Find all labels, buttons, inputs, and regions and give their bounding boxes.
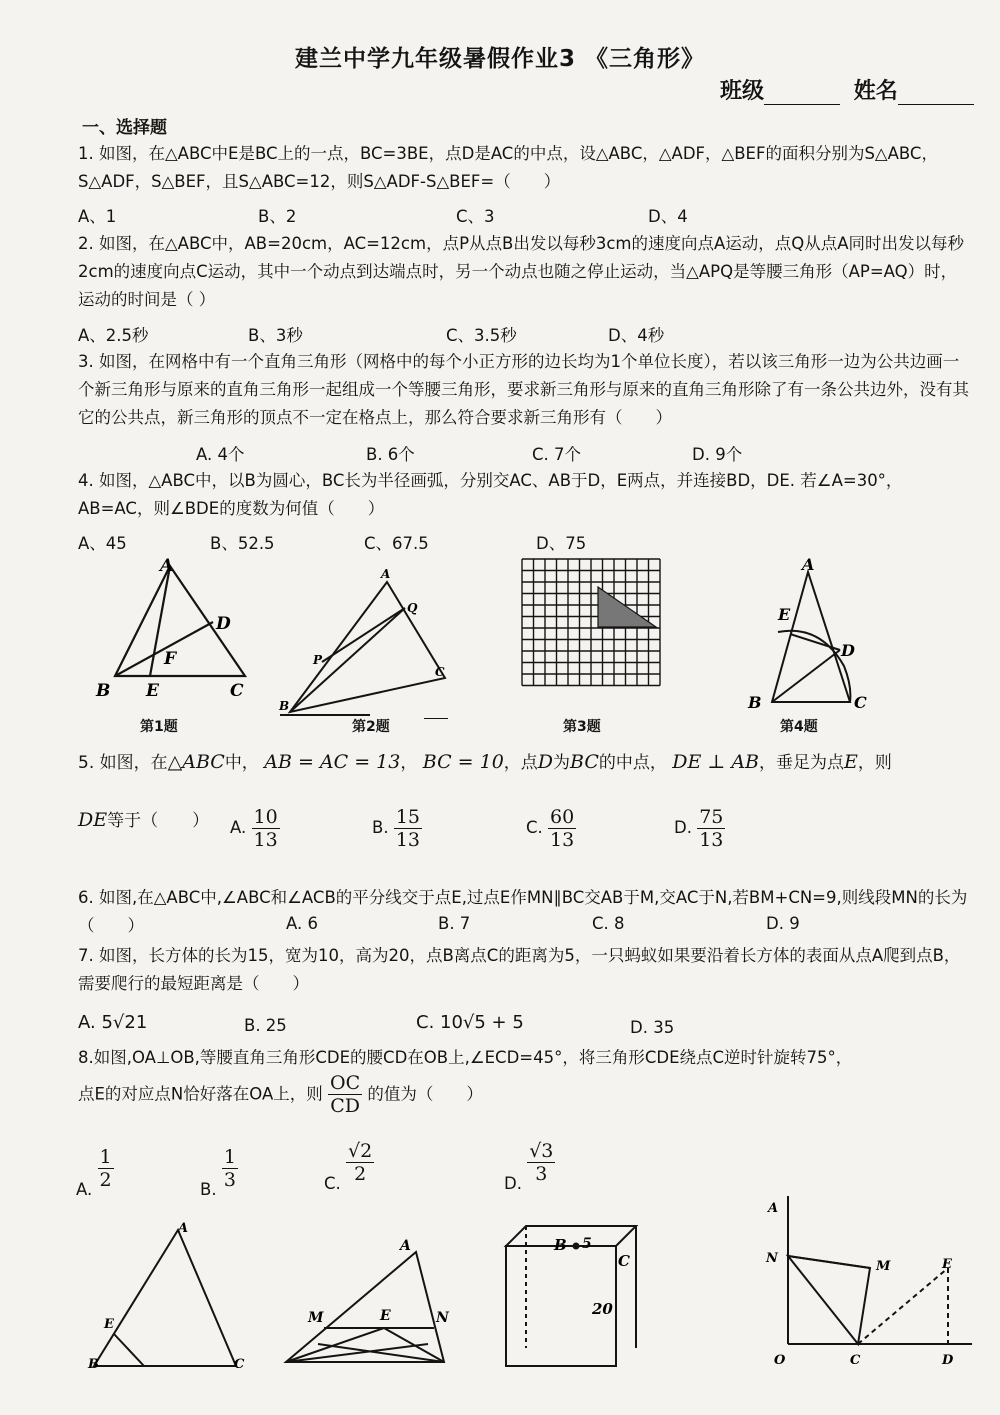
q5-point-d: D xyxy=(537,751,554,773)
fig4-caption: 第4题 xyxy=(780,719,818,735)
q7-option-d[interactable]: D. 35 xyxy=(630,1018,675,1037)
fig2-dash xyxy=(424,718,448,719)
figure-7 xyxy=(496,1220,646,1368)
q8-option-c-frac: $\frac{√2}{2}$ xyxy=(348,1140,373,1185)
q3-option-b[interactable]: B. 6个 xyxy=(366,445,415,464)
name-blank[interactable] xyxy=(898,82,974,105)
fig4-label-e: E xyxy=(778,605,791,624)
figure-6 xyxy=(278,1236,458,1368)
fig5-label-a: A xyxy=(178,1221,189,1236)
q5-text-mid3: 为 xyxy=(553,753,571,773)
section-title: 一、选择题 xyxy=(82,118,167,138)
q5-text-end: 等于（ ） xyxy=(107,811,210,831)
q5-option-b[interactable] xyxy=(372,806,422,851)
q6-option-d[interactable]: D. 9 xyxy=(766,914,800,933)
q3-option-d[interactable]: D. 9个 xyxy=(692,445,743,464)
fig1-label-d: D xyxy=(216,614,231,634)
q7-option-c[interactable]: C. 10√5 + 5 xyxy=(416,1012,524,1033)
q1-option-c[interactable]: C、3 xyxy=(456,207,495,226)
fig7-label-b: B xyxy=(554,1236,567,1254)
fig8-label-a: A xyxy=(768,1201,779,1216)
fig2-label-c: C xyxy=(435,665,445,679)
q5-text-mid1: 中， xyxy=(224,753,259,773)
fig4-label-a: A xyxy=(802,556,815,574)
q8-option-b-frac: $\frac{1}{3}$ xyxy=(223,1146,236,1191)
fig5-label-b: B xyxy=(88,1357,99,1368)
class-label: 班级 xyxy=(720,79,765,104)
fig8-label-d: D xyxy=(942,1353,954,1368)
fig8-label-m: M xyxy=(876,1259,891,1274)
q5-option-a-label: A. xyxy=(230,818,247,837)
fig5-label-c: C xyxy=(234,1357,245,1368)
q5-de: DE xyxy=(78,809,108,831)
fig4-label-d: D xyxy=(841,641,855,660)
q4-option-c[interactable]: C、67.5 xyxy=(364,534,429,553)
question-3-text: 3. 如图，在网格中有一个直角三角形（网格中的每个小正方形的边长均为1个单位长度），若以该三角形一边为公共边画一个新三角形与原来的直角三角形一起组成一个等腰三角形，要求新三角形与原来的直角三角形除了有一条公共边外，没有其它的公共点，新三角形的顶点不一定在格点上，那么符合要求新三角形有（ ） xyxy=(78,352,969,427)
q6-option-a[interactable]: A. 6 xyxy=(286,914,318,933)
q4-option-b[interactable]: B、52.5 xyxy=(210,534,275,553)
q4-option-a[interactable]: A、45 xyxy=(78,534,127,553)
class-blank[interactable] xyxy=(764,82,840,105)
name-label: 姓名 xyxy=(853,79,898,104)
question-8-text: 8.如图,OA⊥OB,等腰直角三角形CDE的腰CD在OB上,∠ECD=45°，将三角形CDE绕点C逆时针旋转75°， xyxy=(78,1048,853,1067)
q5-option-a[interactable] xyxy=(230,806,280,851)
q1-option-a[interactable]: A、1 xyxy=(78,207,117,226)
q5-eq2: BC = 10 xyxy=(422,751,504,773)
figure-1 xyxy=(90,556,260,706)
q5-option-d-frac: $\frac{75}{13}$ xyxy=(699,806,724,851)
q6-option-b[interactable]: B. 7 xyxy=(438,914,471,933)
fig6-label-a: A xyxy=(400,1238,411,1254)
fig8-label-o: O xyxy=(774,1353,786,1368)
q5-eq1: AB = AC = 13 xyxy=(264,751,401,773)
fig7-label-c: C xyxy=(618,1252,630,1270)
fig8-label-e: E xyxy=(942,1257,952,1272)
q5-option-b-label: B. xyxy=(372,818,389,837)
q8-option-d-label: D. xyxy=(504,1174,522,1193)
q5-option-c-label: C. xyxy=(526,818,543,837)
figure-3-grid xyxy=(520,557,705,702)
q5-text-pre: 5. 如图，在 xyxy=(78,753,168,773)
fig1-label-b: B xyxy=(96,681,111,701)
q8-text3: 的值为（ ） xyxy=(367,1084,483,1104)
q5-text-mid2: ，点 xyxy=(503,753,538,773)
q7-option-b[interactable]: B. 25 xyxy=(244,1016,287,1035)
q5-option-c-frac: $\frac{60}{13}$ xyxy=(550,806,575,851)
q2-option-b[interactable]: B、3秒 xyxy=(248,326,303,345)
q7-option-a[interactable]: A. 5√21 xyxy=(78,1012,148,1033)
q5-option-d[interactable] xyxy=(674,806,725,851)
q8-option-d-frac: $\frac{√3}{3}$ xyxy=(529,1140,554,1185)
q5-option-a-frac: $\frac{10}{13}$ xyxy=(253,806,278,851)
q8-option-a[interactable] xyxy=(76,1146,114,1199)
fig2-label-p: P xyxy=(313,653,323,667)
class-name-line xyxy=(720,74,974,105)
fig8-label-n: N xyxy=(766,1251,778,1266)
fig4-label-b: B xyxy=(748,693,762,712)
fig1-label-a: A xyxy=(160,556,174,576)
fig1-label-e: E xyxy=(146,681,159,701)
fig6-label-e: E xyxy=(380,1308,391,1324)
fig7-label-20: 20 xyxy=(592,1300,613,1318)
q4-option-d[interactable]: D、75 xyxy=(536,534,587,553)
figure-5 xyxy=(86,1218,256,1368)
page-title: 建兰中学九年级暑假作业3 《三角形》 xyxy=(294,46,705,72)
q8-fraction: $\frac{OC}{CD}$ xyxy=(330,1072,361,1117)
fig6-label-m: M xyxy=(308,1310,324,1326)
fig2-label-a: A xyxy=(381,567,391,581)
question-2-text: 2. 如图，在△ABC中，AB=20cm，AC=12cm，点P从点B出发以每秒3cm的速度向点A运动，点Q从点A同时出发以每秒2cm的速度向点C运动，其中一个动点到达端点时，另一个动点也随之停止运动，当△APQ是等腰三角形（AP=AQ）时，运动的时间是（ ） xyxy=(78,234,965,309)
figure-4 xyxy=(740,556,880,716)
q5-text-mid4: 的中点， xyxy=(598,753,667,773)
question-5-text xyxy=(78,748,892,777)
q8-option-b[interactable] xyxy=(200,1146,238,1199)
q2-option-a[interactable]: A、2.5秒 xyxy=(78,326,149,345)
q1-option-b[interactable]: B、2 xyxy=(258,207,297,226)
q5-comma: ， xyxy=(400,753,418,773)
fig4-label-c: C xyxy=(854,693,867,712)
q5-point-e: E xyxy=(844,751,858,773)
q8-option-b-label: B. xyxy=(200,1180,217,1199)
q2-option-c[interactable]: C、3.5秒 xyxy=(446,326,517,345)
q5-triangle: △ABC xyxy=(167,751,225,773)
fig1-label-f: F xyxy=(164,649,177,669)
fig7-point-b xyxy=(573,1243,580,1250)
q8-option-a-frac: $\frac{1}{2}$ xyxy=(99,1146,112,1191)
figure-8 xyxy=(762,1196,982,1368)
q3-option-a[interactable]: A. 4个 xyxy=(196,445,245,464)
q8-line2 xyxy=(78,1072,483,1117)
fig5-label-e: E xyxy=(104,1317,114,1332)
fig1-caption: 第1题 xyxy=(140,719,178,735)
q8-option-d[interactable] xyxy=(504,1140,555,1193)
q8-text2: 点E的对应点N恰好落在OA上，则 xyxy=(78,1084,323,1104)
fig1-label-c: C xyxy=(230,681,244,701)
fig2-label-b: B xyxy=(279,699,290,713)
question-6-text: 6. 如图,在△ABC中,∠ABC和∠ACB的平分线交于点E,过点E作MN∥BC交AB于M,交AC于N,若BM+CN=9,则线段MN的长为（ ） xyxy=(78,888,968,935)
fig2-label-q: Q xyxy=(407,601,418,615)
fig7-label-5: 5 xyxy=(582,1236,592,1252)
fig3-caption: 第3题 xyxy=(563,719,601,735)
q1-option-d[interactable]: D、4 xyxy=(648,207,688,226)
q8-option-a-label: A. xyxy=(76,1180,93,1199)
q3-option-c[interactable]: C. 7个 xyxy=(532,445,582,464)
q5-text-mid6: ，则 xyxy=(857,753,892,773)
q8-option-c[interactable] xyxy=(324,1140,374,1193)
q5-option-d-label: D. xyxy=(674,818,692,837)
q5-option-b-frac: $\frac{15}{13}$ xyxy=(395,806,421,851)
question-7-text: 7. 如图，长方体的长为15，宽为10，高为20，点B离点C的距离为5，一只蚂蚁如果要沿着长方体的表面从点A爬到点B，需要爬行的最短距离是（ ） xyxy=(78,946,961,993)
q2-option-d[interactable]: D、4秒 xyxy=(608,326,665,345)
question-1-text: 1. 如图，在△ABC中E是BC上的一点，BC=3BE，点D是AC的中点，设△ABC，△ADF，△BEF的面积分别为S△ABC，S△ADF，S△BEF，且S△ABC=12，则S△ADF-S△BEF=（ ） xyxy=(78,144,938,191)
q5-perp: DE ⊥ AB xyxy=(672,751,760,773)
fig8-label-c: C xyxy=(850,1353,861,1368)
q5-text-mid5: ，垂足为点 xyxy=(759,753,845,773)
figure-2 xyxy=(275,560,460,720)
question-4-text: 4. 如图，△ABC中，以B为圆心，BC长为半径画弧，分别交AC、AB于D，E两点，并连接BD，DE. 若∠A=30°，AB=AC，则∠BDE的度数为何值（ ） xyxy=(78,471,903,518)
fig6-label-n: N xyxy=(436,1310,449,1326)
fig2-caption: 第2题 xyxy=(352,719,390,735)
q6-option-c[interactable]: C. 8 xyxy=(592,914,625,933)
q5-answer-line xyxy=(78,806,209,835)
q5-segment-bc: BC xyxy=(570,751,599,773)
q5-option-c[interactable] xyxy=(526,806,576,851)
q8-option-c-label: C. xyxy=(324,1174,341,1193)
